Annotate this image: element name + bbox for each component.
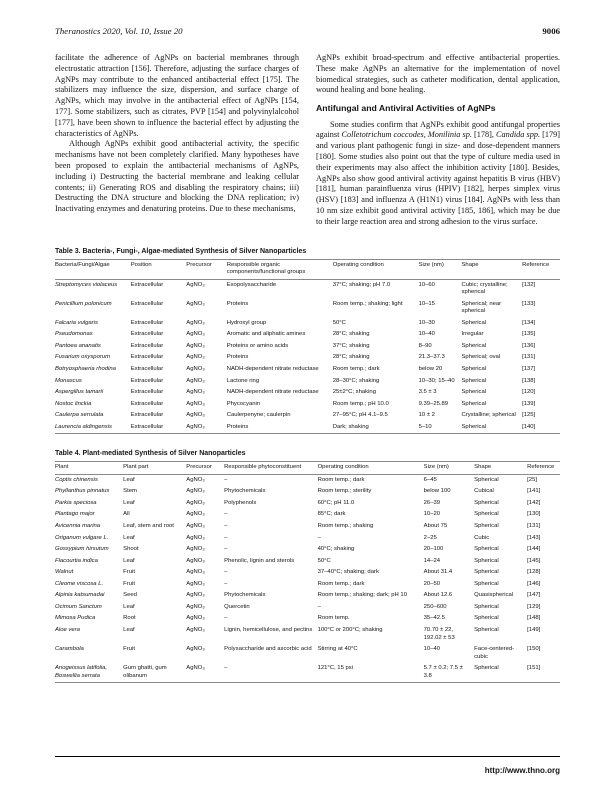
- table-cell: AgNO₃: [186, 354, 205, 361]
- table-cell: Leaf: [123, 476, 135, 483]
- table-cell: Extracellular: [130, 423, 164, 430]
- table-cell: Walnut: [55, 569, 74, 576]
- body-paragraph: facilitate the adherence of AgNPs on bacterial membranes through electrostatic attraction [156]. Therefore, adjusting the surface charges of AgNPs may contribute to the enhanced antibacterial effect [175]. The stabilizers may influence the size, dispersion, and surface charge of AgNPs, which may involve in the antibacterial effect of AgNPs [154, 177]. Some stabilizers, such as citrates, PVP [154] and polyvinylalcohol [177], have been shown to influence the bacterial effect by adjusting the characteristics of AgNPs.: [55, 53, 299, 138]
- table-cell: 10–30: [418, 319, 435, 326]
- table-row: [55, 399, 560, 411]
- table-cell: Fusarium oxysporum: [55, 354, 110, 361]
- table-cell: Anogeissus latifolia, Boswellia serrata: [55, 665, 108, 679]
- table-cell: Phenolic, lignin and sterols: [224, 557, 295, 564]
- table-cell: Spherical: [474, 665, 499, 672]
- table-row: [55, 544, 560, 556]
- table-row: [55, 644, 560, 663]
- table-cell: AgNO₃: [186, 300, 205, 307]
- table-caption: [55, 450, 560, 457]
- table-cell: Pantoea ananatis: [55, 342, 101, 349]
- body-paragraph: AgNPs exhibit broad-spectrum and effective antibacterial properties. These make AgNPs an alternative for the implementation of novel biomedical strategies, such as catheter modification, dental application, wound healing and bone healing.: [316, 53, 560, 95]
- table-cell: [134]: [522, 319, 536, 326]
- table-cell: Cubic: [474, 534, 490, 541]
- table-cell: AgNO₃: [186, 342, 205, 349]
- table-cell: AgNO₃: [186, 615, 205, 622]
- table-cell: Lactone ring: [226, 377, 260, 384]
- table-cell: Room temp.; dark: [317, 476, 365, 483]
- column-header: Precursor: [186, 261, 212, 268]
- column-header: Operating condition: [332, 261, 384, 268]
- table-cell: [148]: [527, 615, 541, 622]
- table-cell: [137]: [522, 366, 536, 373]
- table-cell: Stem: [123, 488, 137, 495]
- journal-url-link[interactable]: http://www.thno.org: [484, 766, 560, 775]
- table-row: [55, 318, 560, 330]
- table-row: [55, 521, 560, 533]
- table-cell: –: [224, 534, 228, 541]
- table-cell: Nostoc linckia: [55, 400, 92, 407]
- right-column: [316, 53, 560, 228]
- table-row: [55, 579, 560, 591]
- table-cell: [150]: [527, 646, 541, 653]
- table-cell: AgNO₃: [186, 400, 205, 407]
- table-cell: 10–40: [423, 646, 441, 653]
- table-cell: –: [224, 665, 228, 672]
- table-cell: NADH-dependent nitrate reductase: [226, 366, 319, 373]
- table-cell: Falcaria vulgaris: [55, 319, 98, 326]
- table-cell: Spherical: [474, 557, 499, 564]
- table-cell: About 75: [423, 523, 448, 530]
- body-paragraph: Although AgNPs exhibit good antibacterial activity, the specific mechanisms have not been completely clarified. Many hypotheses have been proposed to explain the antibacterial mechanisms of AgNPs, including i) Destructing the bacterial membrane and leaking cellular contents; ii) Generating ROS and disabling the respiratory chains; iii) Destructing the DNA structure and blocking the DNA replication; iv) Inactivating enzymes and denaturing proteins. Due to these mechanisms,: [55, 139, 299, 214]
- table-label: Table 3.: [55, 247, 81, 255]
- table-row: [55, 410, 560, 422]
- table-cell: [131]: [522, 354, 536, 361]
- table-cell: AgNO₃: [186, 557, 205, 564]
- table-cell: 250–600: [423, 603, 447, 610]
- table-cell: Spherical: [461, 423, 487, 430]
- table-cell: Extracellular: [130, 400, 164, 407]
- table-cell: Fruit: [123, 580, 135, 587]
- table-cell: 37°C; shaking; pH 7.0: [332, 281, 391, 288]
- table-cell: Spherical: [461, 342, 487, 349]
- table-cell: Extracellular: [130, 300, 164, 307]
- table-cell: 10–60: [418, 281, 435, 288]
- table-row: [55, 376, 560, 388]
- table-cell: Quasispherical: [474, 592, 514, 599]
- table-cell: 5–10: [418, 423, 432, 430]
- table-cell: AgNO₃: [186, 603, 205, 610]
- table-cell: 28°C; shaking: [332, 354, 370, 361]
- table-cell: All: [123, 511, 130, 518]
- table-cell: Fruit: [123, 569, 135, 576]
- table-cell: AgNO₃: [186, 569, 205, 576]
- table-cell: 28°C; shaking: [332, 331, 370, 338]
- table-cell: Spherical: [474, 523, 499, 530]
- table-cell: –: [224, 523, 228, 530]
- column-header: Precursor: [186, 464, 212, 471]
- table-cell: Aromatic and aliphatic amines: [226, 331, 306, 338]
- table-cell: Extracellular: [130, 389, 164, 396]
- table-cell: Dark; shaking: [332, 423, 369, 430]
- table-cell: Carambola: [55, 646, 84, 653]
- table-title: Plant-mediated Synthesis of Silver Nanoparticles: [82, 450, 246, 458]
- table-cell: Spherical: [461, 400, 487, 407]
- table-row: [55, 602, 560, 614]
- table-cell: Mimosa Pudica: [55, 615, 96, 622]
- table-cell: 50°C: [332, 319, 346, 326]
- table-cell: Spherical: [474, 615, 499, 622]
- table-cell: Spherical: [474, 546, 499, 553]
- table-cell: –: [224, 615, 228, 622]
- table-cell: [120]: [522, 389, 536, 396]
- table-cell: [138]: [522, 377, 536, 384]
- column-header: Responsible organic components/functional groups: [226, 261, 306, 276]
- table-cell: AgNO₃: [186, 546, 205, 553]
- table-cell: Spherical: [474, 569, 499, 576]
- table-cell: Pseudomonas: [55, 331, 93, 338]
- journal-title: Theranostics 2020, Vol. 10, Issue 20: [55, 26, 183, 36]
- table-cell: –: [224, 511, 228, 518]
- table-row: [55, 533, 560, 545]
- table-caption: [55, 248, 560, 255]
- synthesis-table-bacteria-fungi-algae: [55, 259, 560, 435]
- table-cell: 2–25: [423, 534, 437, 541]
- table-cell: Phyllanthus pinnatus: [55, 488, 110, 495]
- table-cell: AgNO₃: [186, 366, 205, 373]
- table-cell: 10–30; 15–40: [418, 377, 455, 384]
- table-cell: Room temp.; dark: [317, 580, 365, 587]
- table-cell: [146]: [527, 580, 541, 587]
- table-cell: Streptomyces violaceus: [55, 281, 118, 288]
- column-header: Shape: [461, 261, 479, 268]
- table-cell: 37°C; shaking: [332, 342, 370, 349]
- table-cell: AgNO₃: [186, 423, 205, 430]
- table-cell: Spherical: [461, 319, 487, 326]
- table-cell: Proteins: [226, 300, 249, 307]
- table-cell: –: [224, 546, 228, 553]
- left-column: [55, 53, 299, 228]
- table-cell: About 31.4: [423, 569, 453, 576]
- table-cell: NADH-dependent nitrate reductase: [226, 389, 319, 396]
- page-footer: [55, 756, 560, 778]
- table-cell: Cleome viscosa L.: [55, 580, 104, 587]
- table-cell: Gossypium hirsutum: [55, 546, 109, 553]
- table-cell: 20–100: [423, 546, 444, 553]
- table-cell: Room temp.: [317, 615, 350, 622]
- table-cell: AgNO₃: [186, 488, 205, 495]
- table-cell: Spherical: [461, 377, 487, 384]
- table-cell: AgNO₃: [186, 281, 205, 288]
- table-cell: Lignin, hemicellulose, and pectins: [224, 626, 313, 633]
- table-cell: Phycocyanin: [226, 400, 261, 407]
- table-cell: 5.7 ± 0.2; 7.5 ± 3.8: [423, 665, 463, 679]
- table-cell: Penicillium polonicum: [55, 300, 112, 307]
- table-cell: AgNO₃: [186, 476, 205, 483]
- table-cell: Room temp.; shaking; light: [332, 300, 403, 307]
- table-cell: AgNO₃: [186, 646, 205, 653]
- table-cell: Extracellular: [130, 342, 164, 349]
- table-cell: 70.70 ± 22, 192.02 ± 53: [423, 626, 455, 641]
- table-cell: [145]: [527, 557, 541, 564]
- table-cell: [141]: [527, 488, 541, 495]
- section-heading: Antifungal and Antiviral Activities of AgNPs: [316, 103, 496, 114]
- table-cell: –: [317, 603, 321, 610]
- table-cell: Leaf: [123, 557, 135, 564]
- table-cell: Proteins: [226, 354, 249, 361]
- table-cell: Fruit: [123, 646, 135, 653]
- table-cell: AgNO₃: [186, 665, 205, 672]
- table-cell: AgNO₃: [186, 331, 205, 338]
- table-cell: Spherical: [474, 580, 499, 587]
- table-cell: Irregular: [461, 331, 484, 338]
- table-cell: 10–40: [418, 331, 435, 338]
- table-row: [55, 486, 560, 498]
- table-cell: 8–90: [418, 342, 432, 349]
- table-cell: Shoot: [123, 546, 139, 553]
- table-cell: Coptis chinensis: [55, 476, 98, 483]
- column-header: Reference: [527, 464, 555, 471]
- table-cell: Botryosphaeria rhodina: [55, 366, 116, 373]
- table-cell: 121°C, 15 psi: [317, 665, 354, 672]
- table-row: [55, 590, 560, 602]
- table-cell: –: [317, 534, 321, 541]
- table-row: [55, 509, 560, 521]
- table-cell: Plantago major: [55, 511, 95, 518]
- table3-section: [55, 248, 560, 435]
- table-cell: Leaf: [123, 534, 135, 541]
- table-row: [55, 299, 560, 318]
- table-row: [55, 387, 560, 399]
- table-cell: [130]: [527, 511, 541, 518]
- table-cell: [128]: [527, 569, 541, 576]
- table-cell: –: [224, 580, 228, 587]
- table-cell: Spherical: [461, 389, 487, 396]
- column-header: Reference: [522, 261, 550, 268]
- table-cell: 26–39: [423, 499, 441, 506]
- table-cell: Room temp.; shaking: [317, 523, 374, 530]
- table-cell: Extracellular: [130, 354, 164, 361]
- table-cell: Aloe vera: [55, 626, 80, 633]
- table-cell: Laurencia aldingensis: [55, 423, 112, 430]
- table-cell: Caulerpenyne; caulerpin: [226, 412, 291, 419]
- column-header: Plant: [55, 464, 69, 471]
- table-cell: Cubical: [474, 488, 494, 495]
- table-cell: Spherical: [474, 626, 499, 633]
- column-header: Size (nm): [423, 464, 449, 471]
- running-head: [55, 26, 560, 36]
- table-cell: [142]: [527, 499, 541, 506]
- table-row: [55, 663, 560, 683]
- table-cell: [135]: [522, 331, 536, 338]
- table-cell: Alpinia katsumadai: [55, 592, 105, 599]
- table-cell: 85°C; dark: [317, 511, 346, 518]
- table-cell: Quercetin: [224, 603, 250, 610]
- table-cell: 20–50: [423, 580, 441, 587]
- table-cell: 9.39–25.89: [418, 400, 449, 407]
- table-row: [55, 625, 560, 644]
- table-cell: Leaf, stem and root: [123, 523, 174, 530]
- table-cell: Extracellular: [130, 377, 164, 384]
- table-cell: Flacourtia indica: [55, 557, 98, 564]
- table-cell: Crystalline; spherical: [461, 412, 516, 419]
- table-cell: [136]: [522, 342, 536, 349]
- table-cell: 100°C or 200°C; shaking: [317, 626, 383, 633]
- table-cell: 6–45: [423, 476, 437, 483]
- table-cell: Spherical: [474, 603, 499, 610]
- page-number: 9006: [542, 26, 560, 36]
- table-cell: Room temp.; sterility: [317, 488, 372, 495]
- table-cell: Polysaccharide and ascorbic acid: [224, 646, 312, 653]
- table-row: [55, 567, 560, 579]
- table-cell: Face-centered-cubic: [474, 646, 515, 660]
- table-cell: Root: [123, 615, 136, 622]
- table-cell: Leaf: [123, 603, 135, 610]
- table-cell: [133]: [522, 300, 536, 307]
- table-cell: –: [224, 569, 228, 576]
- column-header: Plant part: [123, 464, 149, 471]
- table-cell: Spherical; oval: [461, 354, 501, 361]
- table-cell: Phytochemicals: [224, 488, 266, 495]
- table-cell: Monascus: [55, 377, 82, 384]
- table-cell: Extracellular: [130, 331, 164, 338]
- table-cell: 3.5 ± 3: [418, 389, 437, 396]
- table-cell: Hydroxyl group: [226, 319, 267, 326]
- table-cell: Proteins: [226, 423, 249, 430]
- table-cell: Origanum vulgare L.: [55, 534, 109, 541]
- table-cell: Proteins or amino acids: [226, 342, 289, 349]
- table-cell: [139]: [522, 400, 536, 407]
- table-cell: [140]: [522, 423, 536, 430]
- table-cell: 60°C; pH 11.0: [317, 499, 355, 506]
- table-cell: 14–24: [423, 557, 441, 564]
- table-row: [55, 279, 560, 299]
- table-cell: Room temp.; pH 10.0: [332, 400, 389, 407]
- table-cell: 10–20: [423, 511, 441, 518]
- table-cell: Cubic; crystalline; spherical: [461, 281, 508, 296]
- table-cell: Extracellular: [130, 366, 164, 373]
- table4-section: [55, 450, 560, 683]
- table-cell: 50°C: [317, 557, 331, 564]
- table-cell: Polyphenols: [224, 499, 257, 506]
- table-cell: 37–40°C; shaking; dark: [317, 569, 379, 576]
- table-cell: Stirring at 40°C: [317, 646, 358, 653]
- table-row: [55, 613, 560, 625]
- column-header: Responsible phytoconstituent: [224, 464, 302, 471]
- table-cell: Seed: [123, 592, 137, 599]
- table-cell: 27–95°C; pH 4.1–9.5: [332, 412, 388, 419]
- table-cell: AgNO₃: [186, 319, 205, 326]
- table-header-row: [55, 462, 560, 475]
- table-cell: AgNO₃: [186, 412, 205, 419]
- table-cell: Exopolysaccharide: [226, 281, 277, 288]
- table-cell: AgNO₃: [186, 377, 205, 384]
- column-header: Shape: [474, 464, 492, 471]
- table-cell: Leaf: [123, 626, 135, 633]
- table-cell: 28–30°C; shaking: [332, 377, 380, 384]
- table-row: [55, 329, 560, 341]
- table-cell: [144]: [527, 546, 541, 553]
- table-cell: below 100: [423, 488, 451, 495]
- table-title: Bacteria-, Fungi-, Algae-mediated Synthesis of Silver Nanoparticles: [82, 247, 307, 255]
- column-header: Operating condition: [317, 464, 369, 471]
- table-cell: below 20: [418, 366, 443, 373]
- table-cell: Spherical; near spherical: [461, 300, 502, 315]
- table-cell: Phytochemicals: [224, 592, 266, 599]
- table-row: [55, 422, 560, 434]
- table-cell: AgNO₃: [186, 499, 205, 506]
- table-cell: Extracellular: [130, 412, 164, 419]
- table-cell: Ocimum Sanctum: [55, 603, 102, 610]
- synthesis-table-plant: [55, 461, 560, 683]
- table-cell: Spherical: [474, 476, 499, 483]
- table-row: [55, 352, 560, 364]
- table-cell: [25]: [527, 476, 537, 483]
- table-cell: [125]: [522, 412, 536, 419]
- table-cell: Spherical: [474, 499, 499, 506]
- table-cell: [132]: [522, 281, 536, 288]
- table-cell: [131]: [527, 523, 541, 530]
- table-cell: Spherical: [474, 511, 499, 518]
- table-cell: [147]: [527, 592, 541, 599]
- table-cell: Parkia speciosa: [55, 499, 97, 506]
- body-columns: [55, 53, 560, 228]
- table-cell: Caulerpa serrulata: [55, 412, 104, 419]
- table-cell: AgNO₃: [186, 592, 205, 599]
- table-cell: Extracellular: [130, 281, 164, 288]
- table-row: [55, 474, 560, 486]
- table-cell: Gum ghatti, gum olibanum: [123, 665, 167, 679]
- table-cell: –: [224, 476, 228, 483]
- column-header: Size (nm): [418, 261, 444, 268]
- table-cell: Aspergillus tamarii: [55, 389, 104, 396]
- table-cell: 10–15: [418, 300, 435, 307]
- table-cell: AgNO₃: [186, 389, 205, 396]
- table-cell: Avicennia marina: [55, 523, 101, 530]
- table-cell: [129]: [527, 603, 541, 610]
- table-cell: AgNO₃: [186, 580, 205, 587]
- table-cell: Spherical: [461, 366, 487, 373]
- table-cell: 25±2°C; shaking: [332, 389, 376, 396]
- table-cell: Extracellular: [130, 319, 164, 326]
- table-row: [55, 364, 560, 376]
- table-cell: Room temp.; dark: [332, 366, 380, 373]
- table-cell: 10 ± 2: [418, 412, 435, 419]
- table-row: [55, 556, 560, 568]
- table-row: [55, 341, 560, 353]
- table-cell: About 12.6: [423, 592, 453, 599]
- table-cell: AgNO₃: [186, 626, 205, 633]
- table-cell: 21.3–37.3: [418, 354, 445, 361]
- table-cell: 40°C; shaking: [317, 546, 355, 553]
- table-cell: 35–42.5: [423, 615, 445, 622]
- table-cell: AgNO₃: [186, 534, 205, 541]
- table-cell: AgNO₃: [186, 523, 205, 530]
- table-cell: [149]: [527, 626, 541, 633]
- table-label: Table 4.: [55, 450, 81, 458]
- table-cell: AgNO₃: [186, 511, 205, 518]
- table-cell: Leaf: [123, 499, 135, 506]
- column-header: Bacteria/Fungi/Algae: [55, 261, 110, 268]
- table-cell: [143]: [527, 534, 541, 541]
- table-cell: [151]: [527, 665, 541, 672]
- column-header: Position: [130, 261, 152, 268]
- body-paragraph: Some studies confirm that AgNPs exhibit good antifungal properties against Colletotrichum coccodes, Monilinia sp. [178], Candida spp. [179] and various plant pathogenic fungi in size- and dose-dependent manners [180]. Some studies also point out that the type of culture media used in their experiments may also affect the inhibition activity [180]. Besides, AgNPs also show good antiviral activity against hepatitis B virus (HBV) [181], human parainfluenza virus (HPIV) [182], herpes simplex virus (HSV) [183] and influenza A (H1N1) virus [184]. AgNPs with less than 10 nm size exhibit good antiviral activity [185, 186], which may be due to their large reaction area and strong adhesion to the virus surface.: [316, 119, 560, 226]
- table-cell: Room temp.; shaking; dark; pH 10: [317, 592, 407, 599]
- table-header-row: [55, 259, 560, 279]
- table-row: [55, 498, 560, 510]
